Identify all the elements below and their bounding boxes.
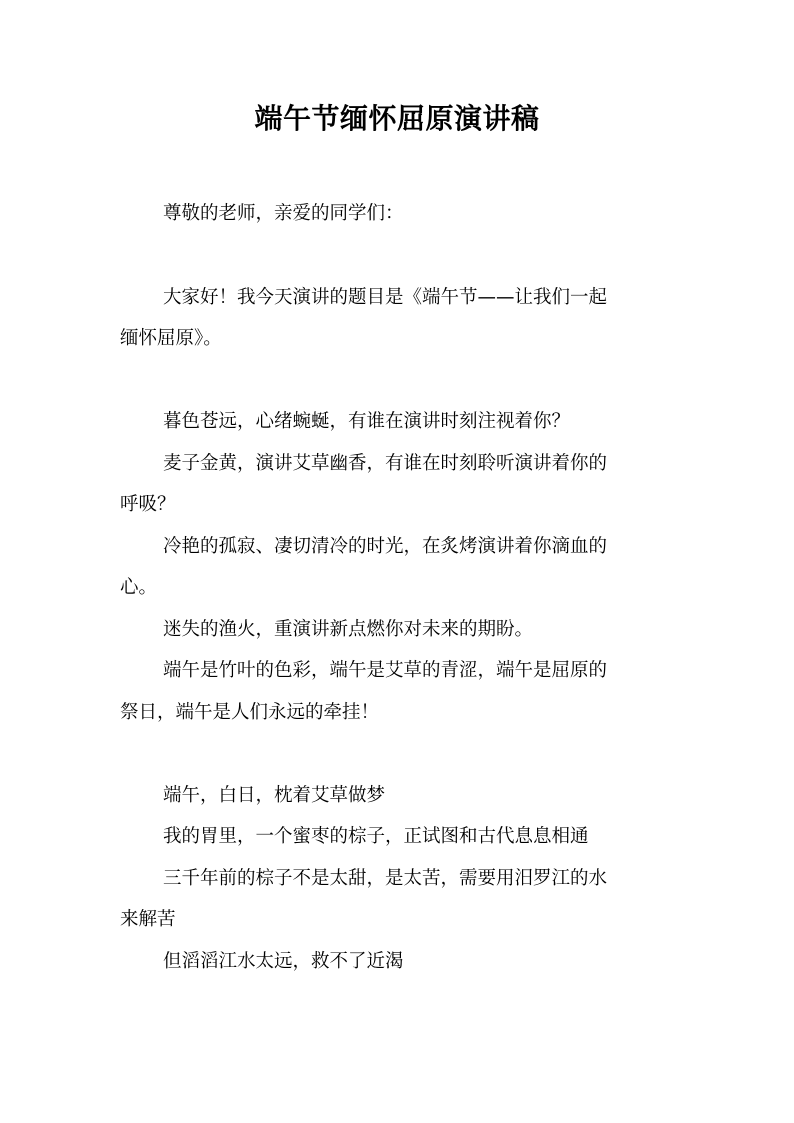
paragraph-line: 三千年前的棕子不是太甜，是太苦，需要用汨罗江的水 (163, 868, 608, 889)
document-title: 端午节缅怀屈原演讲稿 (254, 102, 540, 135)
paragraph-line: 我的胃里，一个蜜枣的棕子，正试图和古代息息相通 (163, 826, 589, 847)
paragraph-line: 麦子金黄，演讲艾草幽香，有谁在时刻聆听演讲着你的 (163, 453, 608, 474)
paragraph-line: 心。 (120, 577, 158, 598)
paragraph-line: 缅怀屈原》。 (120, 328, 222, 349)
paragraph-line: 祭日，端午是人们永远的牵挂！ (120, 702, 380, 723)
paragraph-line: 端午是竹叶的色彩，端午是艾草的青涩，端午是屈原的 (163, 660, 608, 681)
paragraph-line: 呼吸？ (120, 494, 176, 515)
paragraph-line: 端午，白日，枕着艾草做梦 (163, 785, 386, 806)
paragraph-line: 暮色苍远，心绪蜿蜒，有谁在演讲时刻注视着你？ (163, 411, 571, 432)
paragraph-line: 迷失的渔火，重演讲新点燃你对未来的期盼。 (163, 619, 534, 640)
paragraph-line: 冷艳的孤寂、凄切清冷的时光，在炙烤演讲着你滴血的 (163, 536, 608, 557)
paragraph-line: 来解苦 (120, 909, 176, 930)
paragraph-line: 但滔滔江水太远，救不了近渴 (163, 951, 404, 972)
paragraph-line: 大家好！我今天演讲的题目是《端午节——让我们一起 (163, 287, 608, 308)
salutation: 尊敬的老师，亲爱的同学们： (163, 203, 404, 224)
